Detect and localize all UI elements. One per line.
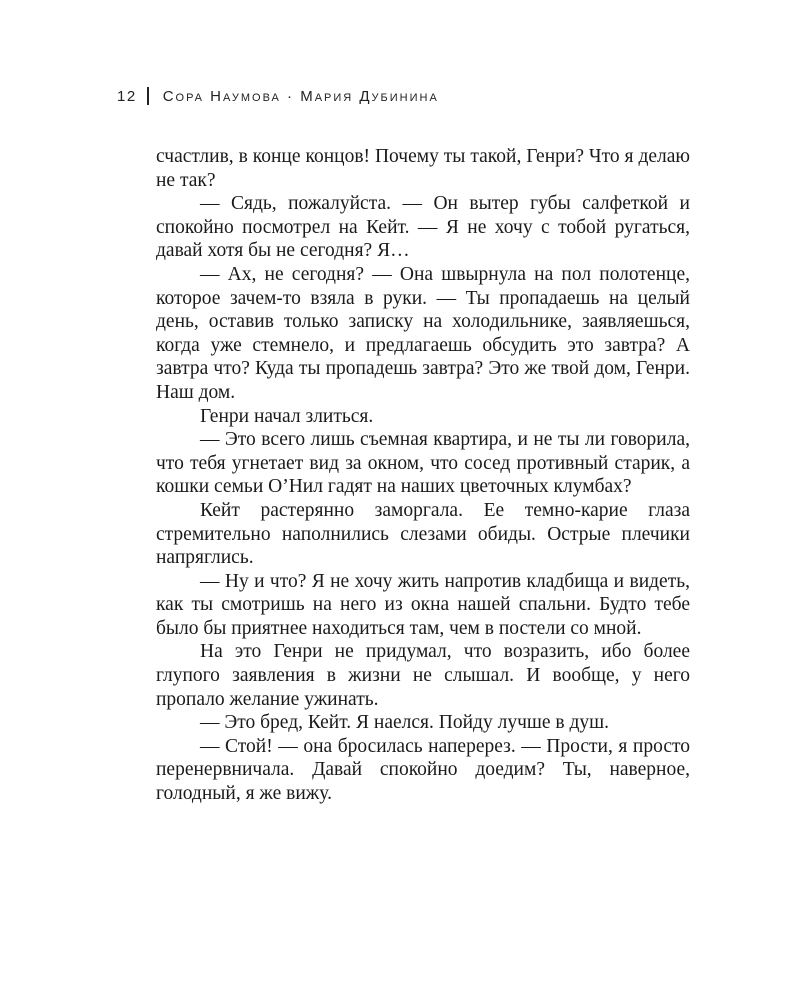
paragraph: — Это всего лишь съемная квартира, и не ты ли говорила, что тебя угнетает вид за окном, что сосед противный старик, а кошки семьи О’Нил гадят на наших цветочных клумбах? [156, 429, 690, 498]
paragraph: — Сядь, пожалуйста. — Он вытер губы салфеткой и спокойно посмотрел на Кейт. — Я не хочу с тобой ругаться, давай хотя бы не сегодня? Я… [156, 193, 690, 262]
paragraph: — Ах, не сегодня? — Она швырнула на пол полотенце, которое зачем-то взяла в руки. — Ты пропадаешь на целый день, оставив только записку на холодильнике, заявляешься, когда уже стемнело, и предлагаешь обсудить это завтра? А завтра что? Куда ты пропадешь завтра? Это же твой дом, Генри. Наш дом. [156, 263, 690, 403]
running-head [117, 84, 439, 108]
paragraph: — Стой! — она бросилась наперерез. — Прости, я просто перенервничала. Давай спокойно доедим? Ты, наверное, голодный, я же вижу. [156, 735, 690, 805]
header-divider [147, 87, 149, 105]
paragraph: На это Генри не придумал, что возразить, ибо более глупого заявления в жизни не слышал. И вообще, у него пропало желание ужинать. [156, 641, 690, 710]
paragraph: Кейт растерянно заморгала. Ее темно-карие глаза стремительно наполнились слезами обиды. Острые плечики напряглись. [156, 499, 690, 569]
paragraph: — Ну и что? Я не хочу жить напротив кладбища и видеть, как ты смотришь на него из окна нашей спальни. Будто тебе было бы приятнее находиться там, чем в постели со мной. [156, 570, 690, 639]
paragraph: Генри начал злиться. [200, 405, 374, 427]
page-number: 12 [117, 87, 137, 105]
body-text [156, 145, 690, 806]
paragraph-continued: счастлив, в конце концов! Почему ты такой, Генри? Что я делаю не так? [156, 146, 690, 191]
paragraph: — Это бред, Кейт. Я наелся. Пойду лучше в душ. [200, 712, 610, 734]
book-authors: Сора Наумова · Мария Дубинина [162, 87, 439, 105]
